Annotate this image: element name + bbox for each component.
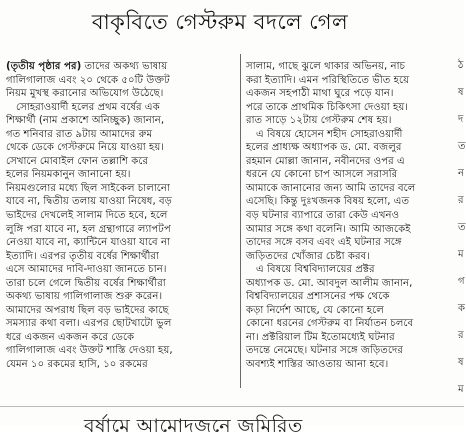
right-line-15: জড়িতদের খোঁজার চেষ্টা করব।: [246, 250, 370, 262]
left-line-14: নেওয়া যাবে না, ক্যান্টিনে যাওয়া যাবে না: [6, 237, 170, 249]
edge-glyph: দ: [458, 114, 464, 125]
right-line-11: এসেছি। কিন্তু দুঃখজনক বিষয় হলো, এত: [246, 196, 410, 208]
right-line-7: হলের প্রাধ্যক্ষ অধ্যাপক ড. মো. বজলুর: [246, 142, 402, 154]
right-column: [246, 60, 453, 372]
left-line-10: নিয়মগুলোর মধ্যে ছিল সাইকেল চালানো: [6, 182, 170, 194]
edge-glyph: ন: [458, 168, 464, 179]
left-line-22: গালিগালাজ এবং উক্তট শাস্তি দেওয়া হয়,: [6, 345, 173, 357]
page-continuation-ref: (তৃতীয় পৃষ্ঠার পর): [6, 61, 82, 72]
edge-glyph: ত: [458, 222, 466, 233]
left-line-9: হলের নিয়মকানুন জানানো হয়।: [6, 169, 131, 181]
adjacent-column-edge: [458, 52, 464, 403]
left-line-1-text: তাদের অকথ্য ভাষায়: [84, 61, 168, 72]
right-line-19: কড়া নির্দেশ আছে, যে কোনো হলে: [246, 304, 384, 316]
article-headline: বাকৃবিতে গেস্টরুম বদলে গেল: [91, 10, 349, 34]
right-line-4: পরে তাকে প্রাথমিক চিকিৎসা দেওয়া হয়।: [246, 101, 408, 113]
left-line-7: থেকে ডেকে গেস্টরুমে নিয়ে যাওয়া হয়।: [6, 142, 164, 154]
right-line-10: আমাকে জানানোর জন্য আমি তাদের বলে: [246, 182, 416, 194]
right-line-5: রাত সাড়ে ১২টায় গেস্টরুম শেষ হয়।: [246, 115, 392, 127]
left-line-8: সেখানে মোবাইল ফোন তল্লাশি করে: [6, 155, 149, 167]
right-line-9: ধরনে যে কোনো চাপ আসলে সরাসরি: [246, 169, 398, 181]
left-line-20: সমস্যার কথা বলা। এরপর ছোটখাটো ভুল: [6, 318, 172, 330]
column-divider: [240, 54, 241, 388]
left-line-17: তারা চলে গেলে দ্বিতীয় বর্ষের শিক্ষার্থীরা: [6, 277, 166, 289]
right-line-18: বিশ্ববিদ্যালয়ের প্রশাসনের পক্ষ থেকে: [246, 291, 390, 303]
right-line-16: এ বিষয়ে বিশ্ববিদ্যালয়ের প্রক্টর: [256, 264, 375, 276]
left-line-11: যাবে না, দ্বিতীয় তলায় যাওয়া নিষেধ, বড়: [6, 196, 172, 208]
edge-glyph: ম: [458, 249, 464, 260]
edge-glyph: র: [458, 330, 464, 341]
edge-glyph: ঠ: [458, 60, 464, 71]
left-line-12: ভাইদের দেখলেই সালাম দিতে হবে, হলে: [6, 210, 168, 222]
left-line-23: যেমন ১০ রকমের হাসি, ১০ রকমের: [6, 359, 148, 371]
right-line-20: কোনো ধরনের গেস্টরুম বা নির্যাতন চলবে: [246, 318, 414, 330]
left-line-2: গালিগালাজ এবং ২০ থেকে ৫০টি উক্তট: [6, 74, 170, 86]
left-line-15: ইত্যাদি। এরপর তৃতীয় বর্ষের শিক্ষার্থীরা: [6, 250, 159, 262]
edge-glyph: ত: [458, 141, 466, 152]
edge-glyph: ক: [458, 303, 465, 314]
right-line-22: তদন্তে নেমেছে। ঘটনার সঙ্গে জড়িতদের: [246, 345, 403, 357]
left-line-21: ধরে একজন একজন করে ডেকে: [6, 331, 135, 343]
left-line-5: শিক্ষার্থী (নাম প্রকাশে অনিচ্ছুক) জানান,: [6, 115, 165, 127]
left-line-6: গত শনিবার রাত ৯টায় আমাদের রুম: [6, 128, 153, 140]
left-line-16: এসে আমাদের দাবি-দাওয়া জানতে চান।: [6, 264, 167, 276]
right-line-14: তাদের সঙ্গে বসব এবং এই ঘটনার সঙ্গে: [246, 237, 402, 249]
right-line-21: না। প্রক্টরিয়াল টিম ইতোমধ্যেই ঘটনার: [246, 331, 395, 343]
right-line-3: একজন সহপাঠী মাথা ঘুরে পড়ে যান।: [246, 88, 394, 100]
right-line-23: অবশ্যই শাস্তির আওতায় আনা হবে।: [246, 359, 389, 371]
edge-glyph: র: [458, 195, 464, 206]
edge-glyph: ম: [458, 384, 464, 395]
right-line-1: সালাম, গাছে ঝুলে থাকার অভিনয়, নাচ: [246, 61, 406, 72]
left-line-19: আমাদের অপরাধ ছিল বড় ভাইদের কাছে: [6, 304, 169, 316]
right-line-12: বড় ঘটনার ব্যাপারে তারা কেউ এখনও: [246, 210, 400, 222]
left-line-18: অকথ্য ভাষায় গালিগালাজ শুরু করেন।: [6, 291, 163, 303]
right-line-2: করা ইত্যাদি। এমন পরিস্থিতিতে ভীত হয়ে: [246, 74, 410, 86]
edge-glyph: ষ: [458, 87, 464, 98]
right-line-17: অধ্যাপক ড. মো. আবদুল আলীম জানান,: [246, 277, 413, 289]
left-line-3: নিয়ম মুখস্থ করানোর অভিযোগ উঠেছে।: [6, 88, 164, 100]
edge-glyph: ষ: [458, 357, 464, 368]
right-line-6: এ বিষয়ে হোসেন শহীদ সোহরাওয়ার্দী: [256, 128, 403, 140]
right-line-8: রহমান মোল্লা জানান, নবীনদের ওপর এ: [246, 155, 405, 167]
right-line-13: আমার সঙ্গে কথা বলেনি। আমি আজকেই: [246, 223, 411, 235]
left-line-13: লুঙ্গি পরা যাবে না, হল গ্রন্থাগারে ল্যাপটপ: [6, 223, 171, 235]
next-article-headline-partial: বর্ষামে আমোদজনে জমিরিত: [84, 415, 303, 437]
bottom-divider: [0, 406, 464, 407]
left-line-1: [6, 60, 234, 74]
left-line-4: সোহরাওয়ার্দী হলের প্রথম বর্ষের এক: [16, 101, 160, 113]
edge-glyph: গ: [458, 276, 465, 287]
left-column: [6, 60, 234, 372]
